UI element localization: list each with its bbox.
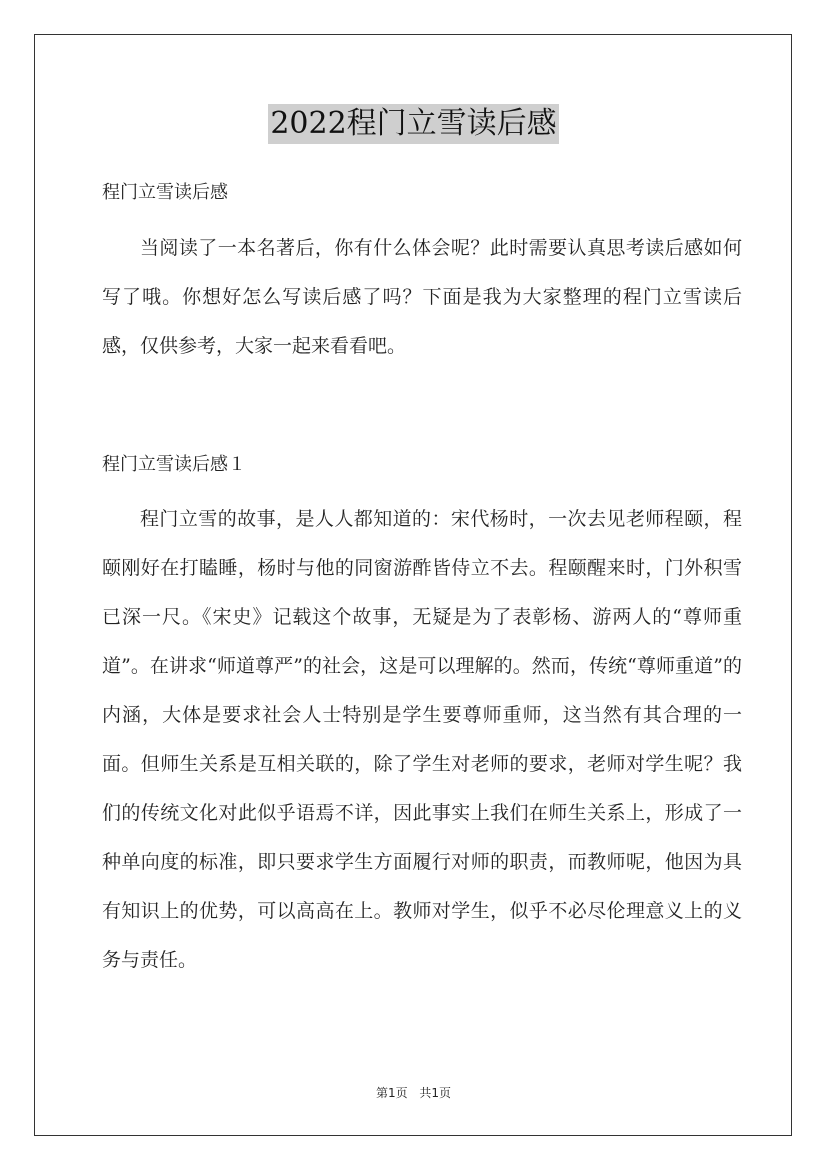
page-number: 第1页	[375, 1086, 408, 1100]
page-footer	[0, 1084, 827, 1101]
title-container	[0, 104, 827, 144]
intro-section	[102, 224, 742, 371]
document-title: 2022程门立雪读后感	[268, 104, 558, 144]
section-heading: 程门立雪读后感	[102, 182, 228, 203]
page-total: 共1页	[419, 1086, 452, 1100]
intro-paragraph: 当阅读了一本名著后，你有什么体会呢？此时需要认真思考读后感如何写了哦。你想好怎么写读后感了吗？下面是我为大家整理的程门立雪读后感，仅供参考，大家一起来看看吧。	[102, 237, 742, 357]
essay-heading: 程门立雪读后感１	[102, 454, 246, 475]
essay-section	[102, 495, 742, 985]
essay-paragraph: 程门立雪的故事，是人人都知道的：宋代杨时，一次去见老师程颐，程颐刚好在打瞌睡，杨时与他的同窗游酢皆侍立不去。程颐醒来时，门外积雪已深一尺。《宋史》记载这个故事，无疑是为了表彰杨、游两人的“尊师重道”。在讲求“师道尊严”的社会，这是可以理解的。然而，传统“尊师重道”的内涵，大体是要求社会人士特别是学生要尊师重师，这当然有其合理的一面。但师生关系是互相关联的，除了学生对老师的要求，老师对学生呢？我们的传统文化对此似乎语焉不详，因此事实上我们在师生关系上，形成了一种单向度的标准，即只要求学生方面履行对师的职责，而教师呢，他因为具有知识上的优势，可以高高在上。教师对学生，似乎不必尽伦理意义上的义务与责任。	[102, 508, 742, 971]
